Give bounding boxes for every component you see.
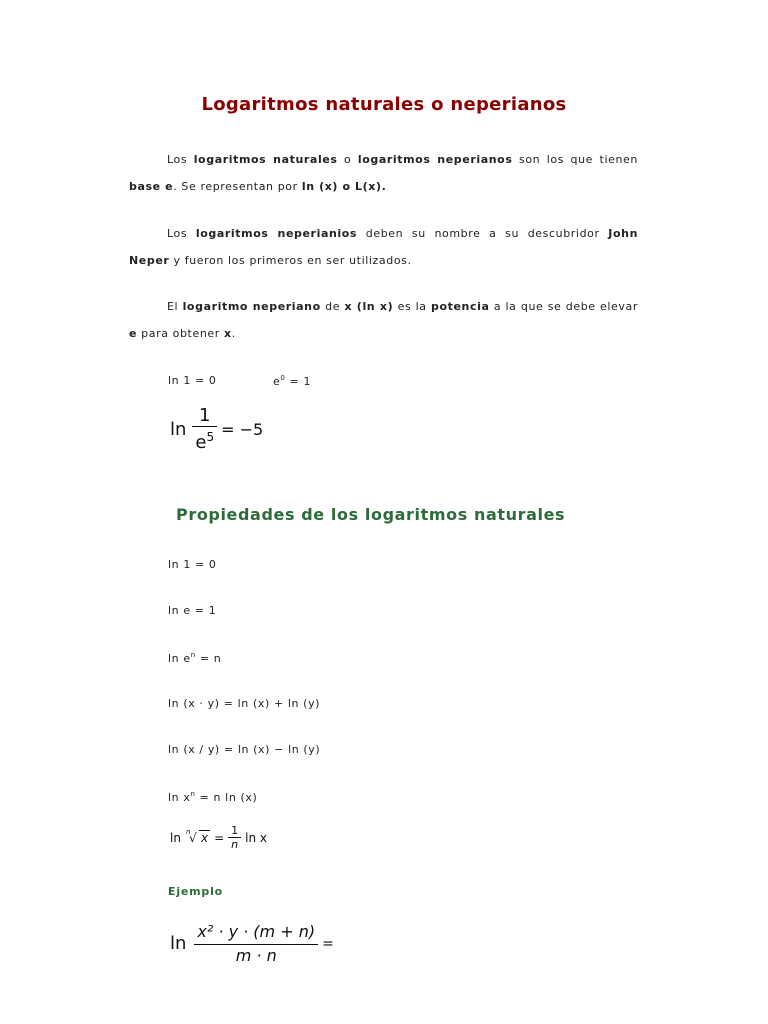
- bold-term: logaritmos neperianos: [357, 153, 513, 166]
- denominator: m · n: [194, 944, 318, 967]
- text: deben su nombre a su descubridor: [357, 227, 609, 240]
- bold-term: base e: [129, 180, 174, 193]
- text: y fueron los primeros en ser utilizados.: [169, 254, 412, 267]
- denominator: [192, 426, 217, 453]
- exponent: 5: [206, 430, 215, 444]
- bold-term: logaritmo neperiano: [182, 300, 321, 313]
- bold-term: John Neper: [129, 227, 639, 267]
- text: . Se representan por: [173, 180, 302, 193]
- equals: =: [214, 830, 225, 845]
- paragraph-meaning: [129, 293, 638, 347]
- text: .: [231, 327, 236, 340]
- page-title: Logaritmos naturales o neperianos: [201, 94, 567, 115]
- root-index: n: [185, 827, 191, 836]
- exponent: 0: [280, 374, 286, 382]
- denominator: n: [228, 837, 241, 851]
- bold-term: logaritmos neperianios: [195, 227, 358, 240]
- example-e0: [273, 374, 311, 388]
- property-ln-e-power: [168, 651, 221, 665]
- bold-term: ln (x) o L(x).: [301, 180, 387, 193]
- radical-sign: √: [188, 830, 197, 845]
- property-power: [168, 790, 257, 804]
- numerator: 1: [199, 405, 211, 426]
- section-title-properties: Propiedades de los logaritmos naturales: [176, 505, 566, 524]
- text: = n ln (x): [195, 791, 258, 804]
- bold-term: e: [129, 327, 138, 340]
- formula-ln-one-over-e5: [170, 406, 263, 453]
- fraction: [194, 920, 318, 967]
- numerator: x² · y · (m + n): [197, 922, 316, 941]
- text: para obtener: [137, 327, 224, 340]
- text: El: [167, 300, 183, 313]
- text: o: [337, 153, 358, 166]
- property-lne: ln e = 1: [168, 604, 217, 617]
- property-root: [170, 824, 267, 851]
- example-formula: [170, 920, 334, 967]
- radicand: x: [200, 830, 209, 845]
- bold-term: x: [224, 327, 232, 340]
- ln-symbol: ln: [170, 419, 187, 440]
- text: e: [273, 375, 281, 388]
- paragraph-origin: [129, 220, 638, 274]
- exponent: n: [190, 651, 196, 659]
- root-expression: [185, 827, 210, 845]
- text: ln x: [245, 830, 267, 845]
- numerator: 1: [231, 824, 239, 837]
- exponent: n: [190, 790, 196, 798]
- text: a la que se debe elevar: [489, 300, 638, 313]
- base: e: [195, 432, 207, 453]
- ln-symbol: ln: [170, 830, 181, 845]
- property-product: ln (x · y) = ln (x) + ln (y): [168, 697, 321, 710]
- text: ln x: [168, 791, 191, 804]
- example-label: Ejemplo: [168, 885, 224, 898]
- bold-term: potencia: [430, 300, 490, 313]
- property-quotient: ln (x / y) = ln (x) − ln (y): [168, 743, 321, 756]
- bold-term: x (ln x): [344, 300, 394, 313]
- rhs: = −5: [221, 420, 264, 439]
- paragraph-definition: [129, 146, 638, 200]
- ln-symbol: ln: [170, 933, 187, 954]
- equals: =: [322, 935, 334, 952]
- text: es la: [393, 300, 431, 313]
- example-ln1: ln 1 = 0: [168, 374, 217, 387]
- fraction: [228, 824, 241, 851]
- text: Los: [167, 227, 196, 240]
- text: de: [320, 300, 345, 313]
- text: Los: [167, 153, 194, 166]
- fraction: [192, 406, 217, 453]
- text: ln e: [168, 652, 191, 665]
- property-ln1: ln 1 = 0: [168, 558, 217, 571]
- bold-term: logaritmos naturales: [193, 153, 338, 166]
- text: son los que tienen: [512, 153, 638, 166]
- text: = n: [195, 652, 222, 665]
- text: = 1: [285, 375, 312, 388]
